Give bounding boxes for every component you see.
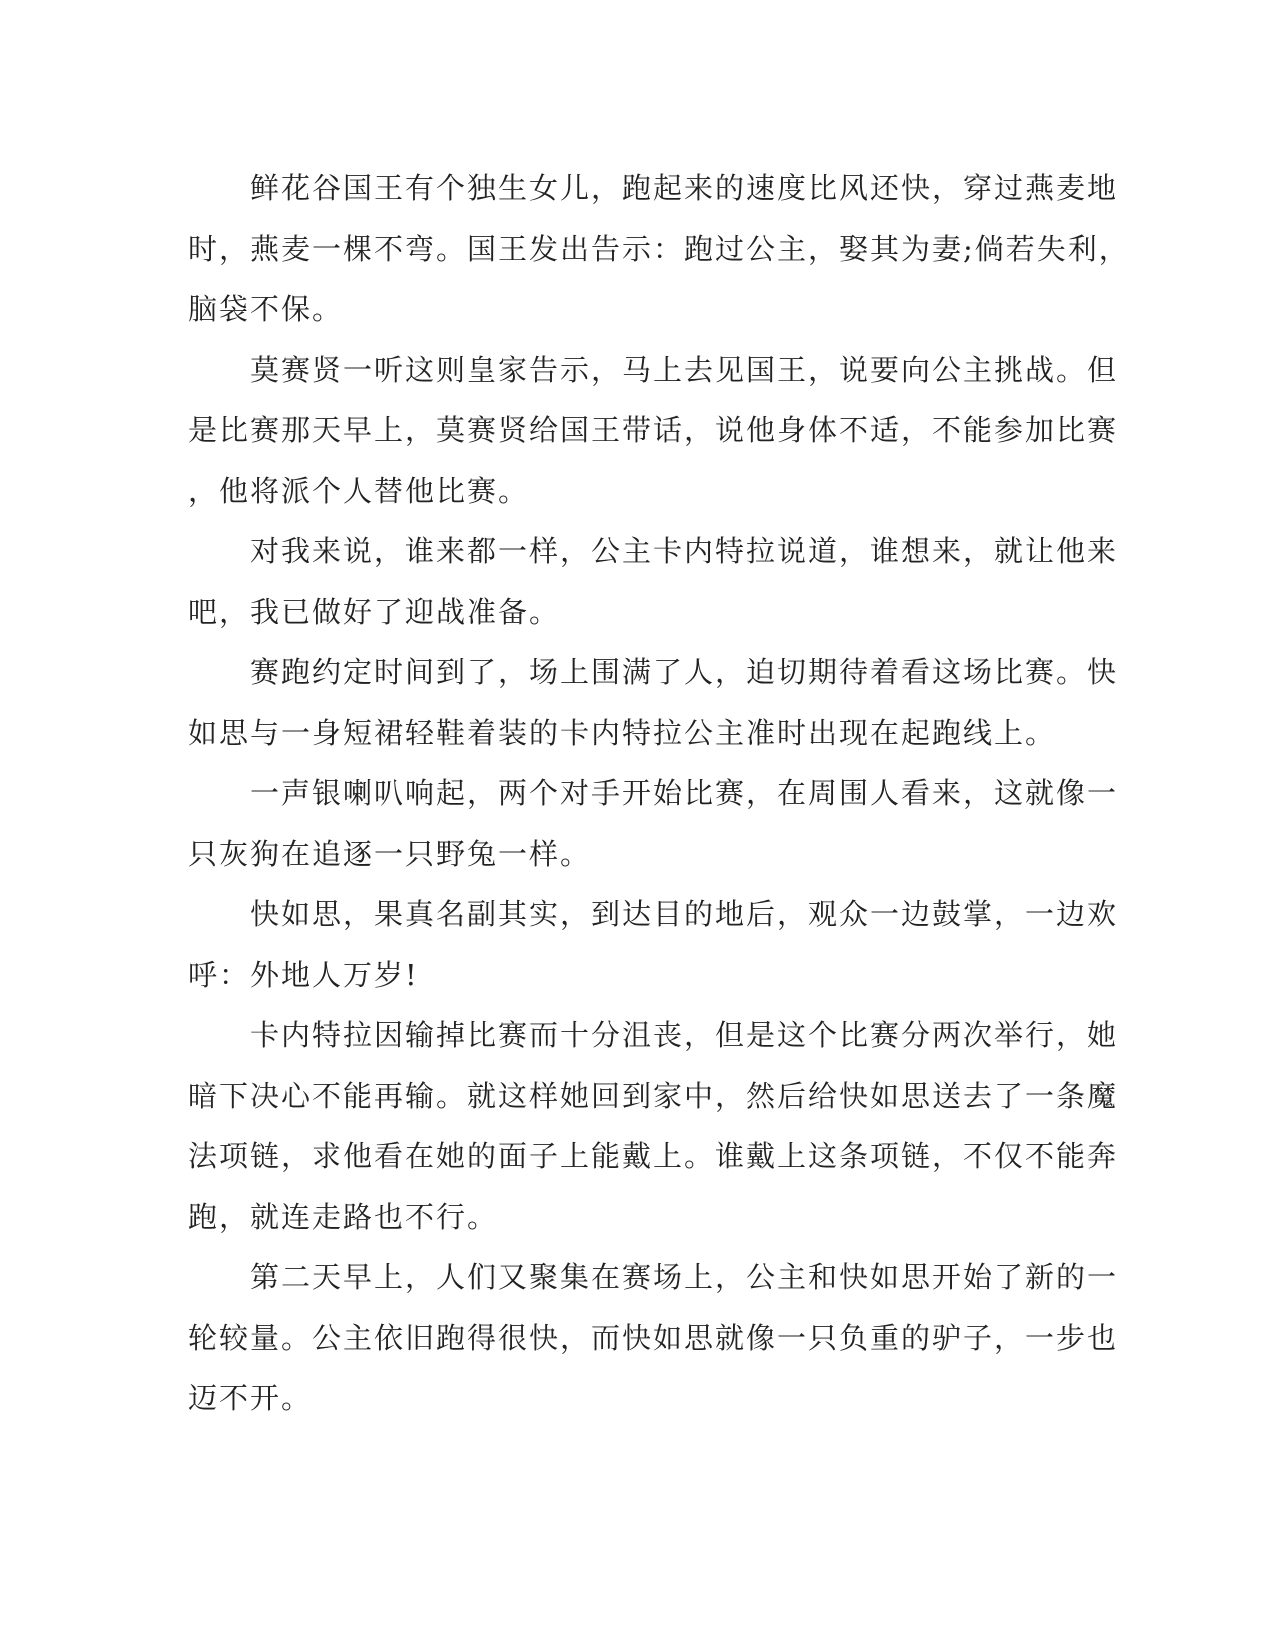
- paragraph-5: [188, 763, 1119, 884]
- text-line: 脑袋不保。: [188, 292, 344, 326]
- text-line: 赛跑约定时间到了，场上围满了人，迫切期待着看这场比赛。快: [188, 655, 1119, 689]
- paragraph-8: [188, 1247, 1119, 1429]
- text-line: 如思与一身短裙轻鞋着装的卡内特拉公主准时出现在起跑线上。: [188, 715, 1057, 750]
- paragraph-7: [188, 1005, 1119, 1247]
- text-line: 时，燕麦一棵不弯。国王发出告示：跑过公主，娶其为妻;倘若失利，: [188, 231, 1130, 266]
- text-line: 只灰狗在追逐一只野兔一样。: [188, 836, 592, 871]
- text-line: 跑，就连走路也不行。: [188, 1199, 499, 1234]
- text-line: 莫赛贤一听这则皇家告示，马上去见国王，说要向公主挑战。但: [188, 352, 1119, 387]
- text-line: 暗下决心不能再输。就这样她回到家中，然后给快如思送去了一条魔: [188, 1078, 1119, 1113]
- text-line: 对我来说，谁来都一样，公主卡内特拉说道，谁想来，就让他来: [188, 534, 1119, 568]
- text-line: 鲜花谷国王有个独生女儿，跑起来的速度比风还快，穿过燕麦地: [188, 171, 1119, 205]
- text-line: ，他将派个人替他比赛。: [188, 473, 530, 508]
- text-line: 是比赛那天早上，莫赛贤给国王带话，说他身体不适，不能参加比赛: [188, 413, 1119, 447]
- text-line: 一声银喇叭响起，两个对手开始比赛，在周围人看来，这就像一: [188, 776, 1119, 810]
- paragraph-6: [188, 884, 1119, 1005]
- paragraph-3: [188, 521, 1119, 642]
- text-line: 第二天早上，人们又聚集在赛场上，公主和快如思开始了新的一: [188, 1260, 1119, 1294]
- text-line: 吧，我已做好了迎战准备。: [188, 594, 561, 629]
- paragraph-1: [188, 158, 1130, 340]
- text-line: 呼：外地人万岁!: [188, 957, 419, 992]
- text-line: 轮较量。公主依旧跑得很快，而快如思就像一只负重的驴子，一步也: [188, 1320, 1119, 1355]
- document-body: [188, 158, 1130, 1429]
- text-line: 卡内特拉因输掉比赛而十分沮丧，但是这个比赛分两次举行，她: [188, 1018, 1119, 1052]
- paragraph-2: [188, 340, 1119, 522]
- paragraph-4: [188, 642, 1119, 763]
- text-line: 法项链，求他看在她的面子上能戴上。谁戴上这条项链，不仅不能奔: [188, 1139, 1119, 1173]
- text-line: 迈不开。: [188, 1381, 313, 1415]
- text-line: 快如思，果真名副其实，到达目的地后，观众一边鼓掌，一边欢: [188, 897, 1119, 931]
